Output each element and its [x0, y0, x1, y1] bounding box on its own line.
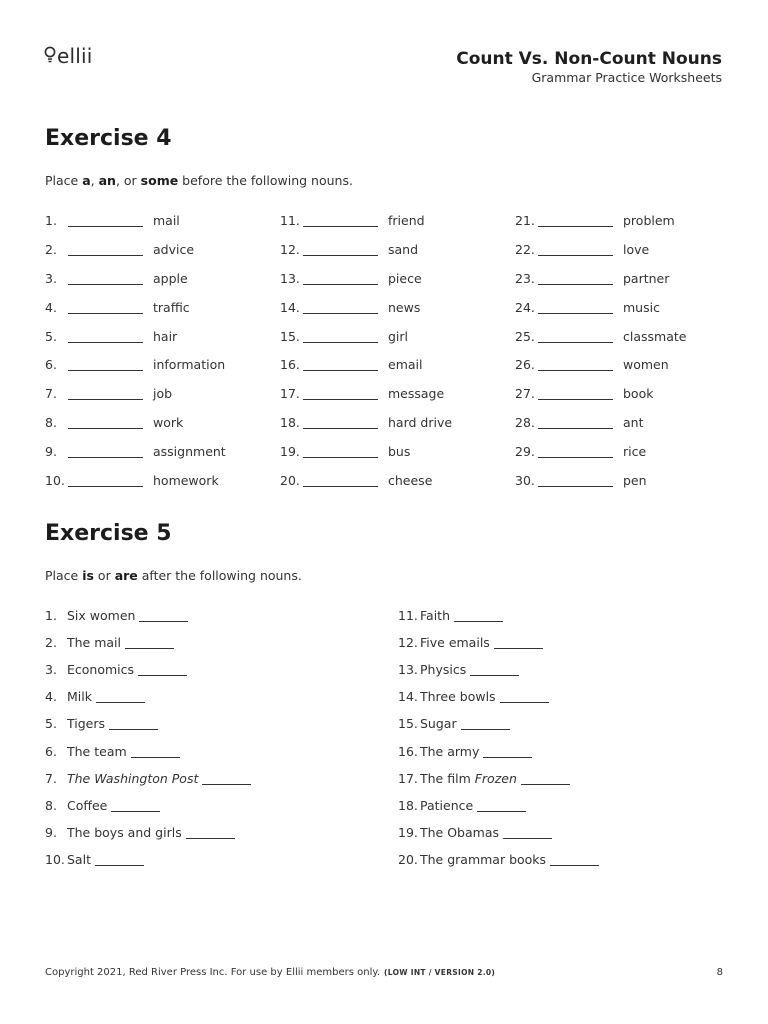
list-item	[280, 322, 515, 351]
answer-blank[interactable]	[68, 272, 143, 285]
list-item	[45, 264, 280, 293]
list-item	[280, 206, 515, 235]
item-number: 11.	[398, 608, 418, 624]
list-item	[398, 765, 738, 792]
item-number: 4.	[45, 299, 57, 315]
list-item	[515, 293, 750, 322]
item-number: 12.	[398, 635, 418, 651]
noun-phrase	[67, 716, 105, 731]
noun-word: ant	[623, 415, 644, 431]
noun-word: assignment	[153, 444, 226, 460]
item-number: 15.	[398, 716, 418, 732]
item-number: 8.	[45, 797, 57, 813]
answer-blank[interactable]	[521, 772, 570, 785]
exercise-5-column	[398, 602, 738, 873]
answer-blank[interactable]	[303, 358, 378, 371]
noun-phrase	[420, 635, 490, 650]
noun-phrase-text: Physics	[420, 662, 467, 678]
list-item	[398, 602, 738, 629]
list-item	[515, 235, 750, 264]
copyright-text: Copyright 2021, Red River Press Inc. For use by Ellii members only.	[45, 967, 381, 978]
noun-phrase-text: Tigers	[67, 716, 106, 732]
exercise-5-instruction	[45, 568, 302, 583]
answer-blank[interactable]	[538, 416, 613, 429]
list-item	[45, 765, 385, 792]
noun-phrase	[420, 608, 450, 623]
answer-blank[interactable]	[538, 301, 613, 314]
noun-word: partner	[623, 270, 670, 286]
item-number: 5.	[45, 716, 57, 732]
ellii-logo	[44, 44, 93, 68]
item-number: 5.	[45, 328, 57, 344]
noun-word: apple	[153, 270, 188, 286]
noun-word: mail	[153, 212, 180, 228]
noun-phrase-text: The mail	[67, 635, 122, 651]
instruction-keyword-some: some	[140, 173, 179, 188]
item-number: 10.	[45, 851, 65, 867]
noun-phrase	[420, 744, 479, 759]
list-item	[45, 293, 280, 322]
noun-phrase	[420, 852, 546, 867]
list-item	[515, 466, 750, 495]
item-number: 16.	[280, 357, 300, 373]
answer-blank[interactable]	[68, 330, 143, 343]
list-item	[45, 792, 385, 819]
noun-phrase	[67, 689, 92, 704]
instruction-text: ,	[90, 173, 99, 188]
noun-phrase	[67, 635, 121, 650]
noun-phrase	[420, 689, 496, 704]
answer-blank[interactable]	[139, 609, 188, 622]
answer-blank[interactable]	[303, 474, 378, 487]
answer-blank[interactable]	[68, 474, 143, 487]
noun-phrase-text: The film	[420, 770, 475, 786]
document-title: Count Vs. Non-Count Nouns	[456, 49, 722, 69]
noun-word: traffic	[153, 299, 190, 315]
item-number: 24.	[515, 299, 535, 315]
instruction-text: Place	[45, 173, 83, 188]
answer-blank[interactable]	[538, 474, 613, 487]
exercise-4-title: Exercise 4	[45, 126, 172, 151]
item-number: 13.	[280, 270, 300, 286]
logo-text: ellii	[57, 44, 93, 68]
answer-blank[interactable]	[454, 609, 503, 622]
item-number: 29.	[515, 444, 535, 460]
noun-phrase-text: Patience	[420, 797, 474, 813]
noun-phrase-text: The army	[420, 743, 480, 759]
exercise-5-column	[45, 602, 385, 873]
noun-word: love	[623, 241, 650, 257]
noun-phrase-text: Economics	[67, 662, 135, 678]
list-item	[45, 408, 280, 437]
list-item	[45, 683, 385, 710]
item-number: 7.	[45, 770, 57, 786]
answer-blank[interactable]	[303, 243, 378, 256]
item-number: 23.	[515, 270, 535, 286]
noun-word: email	[388, 357, 423, 373]
noun-word: hair	[153, 328, 178, 344]
noun-phrase	[420, 798, 473, 813]
answer-blank[interactable]	[461, 717, 510, 730]
noun-phrase	[420, 771, 517, 786]
answer-blank[interactable]	[109, 717, 158, 730]
page-number: 8	[716, 967, 723, 978]
answer-blank[interactable]	[186, 826, 235, 839]
noun-phrase-text: Six women	[67, 608, 136, 624]
item-number: 17.	[398, 770, 418, 786]
answer-blank[interactable]	[303, 387, 378, 400]
noun-word: news	[388, 299, 421, 315]
noun-phrase-text: Five emails	[420, 635, 490, 651]
list-item	[45, 629, 385, 656]
answer-blank[interactable]	[494, 636, 543, 649]
instruction-text: before the following nouns.	[178, 173, 353, 188]
noun-word: information	[153, 357, 226, 373]
noun-word: rice	[623, 444, 647, 460]
noun-phrase-text: Coffee	[67, 797, 108, 813]
noun-phrase-text: Sugar	[420, 716, 457, 732]
list-item	[280, 379, 515, 408]
list-item	[515, 264, 750, 293]
answer-blank[interactable]	[303, 214, 378, 227]
item-number: 7.	[45, 386, 57, 402]
item-number: 9.	[45, 824, 57, 840]
noun-phrase	[420, 662, 466, 677]
answer-blank[interactable]	[538, 358, 613, 371]
list-item	[398, 737, 738, 764]
noun-phrase-text: The Obamas	[420, 824, 500, 840]
answer-blank[interactable]	[131, 745, 180, 758]
item-number: 26.	[515, 357, 535, 373]
list-item	[45, 602, 385, 629]
item-number: 13.	[398, 662, 418, 678]
list-item	[45, 379, 280, 408]
item-number: 20.	[280, 472, 300, 488]
list-item	[45, 656, 385, 683]
answer-blank[interactable]	[138, 663, 187, 676]
item-number: 1.	[45, 212, 57, 228]
item-number: 18.	[280, 415, 300, 431]
footer-copyright	[45, 967, 495, 978]
item-number: 16.	[398, 743, 418, 759]
noun-word: homework	[153, 472, 219, 488]
noun-phrase	[67, 744, 127, 759]
exercise-4-column	[515, 206, 750, 495]
noun-word: message	[388, 386, 445, 402]
item-number: 10.	[45, 472, 65, 488]
answer-blank[interactable]	[303, 301, 378, 314]
noun-word: sand	[388, 241, 419, 257]
item-number: 21.	[515, 212, 535, 228]
answer-blank[interactable]	[503, 826, 552, 839]
list-item	[45, 235, 280, 264]
list-item	[280, 408, 515, 437]
instruction-text: , or	[115, 173, 141, 188]
noun-phrase-text: Milk	[67, 689, 92, 705]
answer-blank[interactable]	[96, 690, 145, 703]
answer-blank[interactable]	[303, 330, 378, 343]
instruction-text: after the following nouns.	[137, 568, 302, 583]
list-item	[398, 846, 738, 873]
list-item	[515, 322, 750, 351]
noun-phrase	[67, 825, 182, 840]
item-number: 14.	[280, 299, 300, 315]
list-item	[398, 629, 738, 656]
list-item	[515, 379, 750, 408]
list-item	[515, 206, 750, 235]
item-number: 30.	[515, 472, 535, 488]
item-number: 20.	[398, 851, 418, 867]
answer-blank[interactable]	[538, 330, 613, 343]
instruction-text: Place	[45, 568, 83, 583]
noun-word: hard drive	[388, 415, 453, 431]
noun-word: cheese	[388, 472, 433, 488]
answer-blank[interactable]	[538, 272, 613, 285]
instruction-text: or	[93, 568, 115, 583]
answer-blank[interactable]	[470, 663, 519, 676]
item-number: 1.	[45, 608, 57, 624]
instruction-keyword-an: an	[98, 173, 116, 188]
item-number: 28.	[515, 415, 535, 431]
answer-blank[interactable]	[68, 301, 143, 314]
answer-blank[interactable]	[68, 243, 143, 256]
item-number: 17.	[280, 386, 300, 402]
exercise-4-column	[280, 206, 515, 495]
version-label: (LOW INT / VERSION 2.0)	[384, 968, 496, 977]
noun-phrase-text: Three bowls	[420, 689, 496, 705]
answer-blank[interactable]	[68, 387, 143, 400]
item-number: 2.	[45, 635, 57, 651]
noun-phrase	[67, 662, 134, 677]
item-number: 15.	[280, 328, 300, 344]
exercise-4-list	[45, 206, 745, 496]
answer-blank[interactable]	[550, 853, 599, 866]
noun-word: pen	[623, 472, 647, 488]
answer-blank[interactable]	[538, 243, 613, 256]
list-item	[515, 350, 750, 379]
lightbulb-icon	[44, 46, 56, 66]
noun-word: bus	[388, 444, 411, 460]
list-item	[45, 322, 280, 351]
noun-phrase	[420, 716, 457, 731]
item-number: 3.	[45, 662, 57, 678]
list-item	[45, 437, 280, 466]
answer-blank[interactable]	[500, 690, 549, 703]
list-item	[45, 466, 280, 495]
noun-word: job	[153, 386, 173, 402]
answer-blank[interactable]	[202, 772, 251, 785]
answer-blank[interactable]	[68, 358, 143, 371]
answer-blank[interactable]	[125, 636, 174, 649]
instruction-keyword-a: a	[82, 173, 91, 188]
item-number: 9.	[45, 444, 57, 460]
answer-blank[interactable]	[95, 853, 144, 866]
noun-phrase	[67, 608, 135, 623]
noun-phrase-italic: The Washington Post	[67, 770, 199, 786]
answer-blank[interactable]	[303, 416, 378, 429]
list-item	[398, 656, 738, 683]
list-item	[45, 710, 385, 737]
list-item	[398, 710, 738, 737]
answer-blank[interactable]	[303, 272, 378, 285]
list-item	[45, 350, 280, 379]
noun-phrase-text: The team	[67, 743, 127, 759]
list-item	[398, 792, 738, 819]
item-number: 2.	[45, 241, 57, 257]
noun-word: work	[153, 415, 184, 431]
instruction-keyword-are: are	[114, 568, 138, 583]
noun-phrase-text: Salt	[67, 851, 91, 867]
list-item	[45, 206, 280, 235]
list-item	[515, 408, 750, 437]
list-item	[45, 846, 385, 873]
item-number: 27.	[515, 386, 535, 402]
list-item	[280, 235, 515, 264]
noun-word: music	[623, 299, 660, 315]
noun-word: girl	[388, 328, 409, 344]
answer-blank[interactable]	[483, 745, 532, 758]
list-item	[45, 737, 385, 764]
item-number: 3.	[45, 270, 57, 286]
exercise-4-column	[45, 206, 280, 495]
item-number: 19.	[280, 444, 300, 460]
list-item	[280, 437, 515, 466]
answer-blank[interactable]	[477, 799, 526, 812]
noun-phrase	[420, 825, 499, 840]
noun-word: book	[623, 386, 654, 402]
item-number: 11.	[280, 212, 300, 228]
document-subtitle: Grammar Practice Worksheets	[531, 70, 722, 85]
answer-blank[interactable]	[68, 416, 143, 429]
item-number: 12.	[280, 241, 300, 257]
list-item	[515, 437, 750, 466]
noun-phrase	[67, 852, 91, 867]
item-number: 18.	[398, 797, 418, 813]
answer-blank[interactable]	[303, 445, 378, 458]
answer-blank[interactable]	[538, 214, 613, 227]
document-header	[456, 48, 722, 86]
noun-phrase-text: The grammar books	[420, 851, 547, 867]
item-number: 6.	[45, 743, 57, 759]
answer-blank[interactable]	[111, 799, 160, 812]
item-number: 4.	[45, 689, 57, 705]
item-number: 8.	[45, 415, 57, 431]
list-item	[280, 350, 515, 379]
noun-word: advice	[153, 241, 195, 257]
noun-word: women	[623, 357, 669, 373]
noun-word: problem	[623, 212, 675, 228]
list-item	[280, 466, 515, 495]
noun-word: friend	[388, 212, 425, 228]
list-item	[45, 819, 385, 846]
item-number: 14.	[398, 689, 418, 705]
noun-word: classmate	[623, 328, 687, 344]
list-item	[280, 264, 515, 293]
exercise-5-title: Exercise 5	[45, 521, 172, 546]
answer-blank[interactable]	[68, 214, 143, 227]
answer-blank[interactable]	[68, 445, 143, 458]
item-number: 6.	[45, 357, 57, 373]
item-number: 19.	[398, 824, 418, 840]
exercise-4-instruction	[45, 173, 353, 188]
list-item	[280, 293, 515, 322]
item-number: 25.	[515, 328, 535, 344]
answer-blank[interactable]	[538, 445, 613, 458]
noun-phrase-text: The boys and girls	[67, 824, 182, 840]
instruction-keyword-is: is	[82, 568, 94, 583]
noun-phrase-italic: Frozen	[474, 770, 517, 786]
list-item	[398, 683, 738, 710]
noun-phrase	[67, 798, 107, 813]
noun-phrase-text: Faith	[420, 608, 450, 624]
noun-phrase	[67, 771, 198, 786]
noun-word: piece	[388, 270, 422, 286]
answer-blank[interactable]	[538, 387, 613, 400]
item-number: 22.	[515, 241, 535, 257]
list-item	[398, 819, 738, 846]
